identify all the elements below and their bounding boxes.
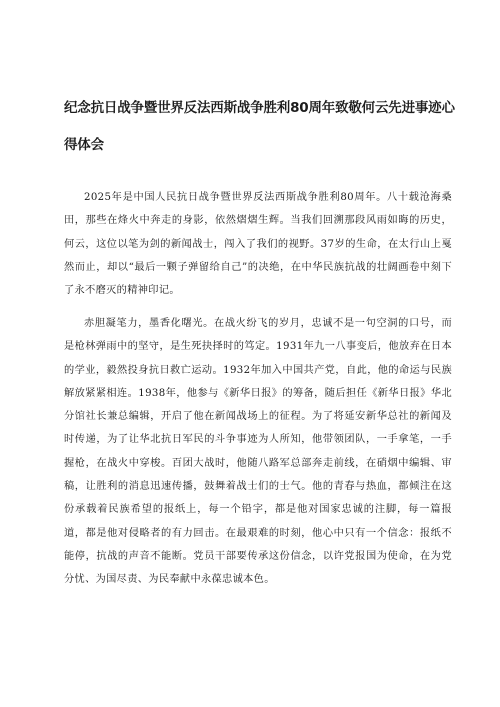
paragraph-intro: 2025年是中国人民抗日战争暨世界反法西斯战争胜利80周年。八十载沧海桑田，那些在烽火中奔走的身影，依然熠熠生辉。当我们回溯那段风雨如晦的历史，何云，这位以笔为剑的新闻战士，闯入了我们的视野。37岁的生命，在太行山上戛然而止，却以“最后一颗子弹留给自己”的决绝，在中华民族抗战的壮阔画卷中刻下了永不磨灭的精神印记。 (64, 192, 452, 297)
document-title-line-2: 得体会 (64, 137, 104, 153)
paragraph-loyalty: 赤胆凝笔力，墨香化曙光。在战火纷飞的岁月，忠诚不是一句空洞的口号，而是枪林弹雨中的坚守，是生死抉择时的笃定。1931年九一八事变后，他放弃在日本的学业，毅然投身抗日救亡运动。1932年加入中国共产党，自此，他的命运与民族解放紧紧相连。1938年，他参与《新华日报》的筹备，随后担任《新华日报》华北分馆社长兼总编辑，开启了他在新闻战场上的征程。为了将延安新华总社的新闻及时传递，为了让华北抗日军民的斗争事迹为人所知，他带领团队，一手拿笔，一手握枪，在战火中穿梭。百团大战时，他随八路军总部奔走前线，在硝烟中编辑、审稿，让胜利的消息迅速传播，鼓舞着战士们的士气。他的青春与热血，都倾注在这份承载着民族希望的报纸上，每一个铅字，都是他对国家忠诚的注脚，每一篇报道，都是他对侵略者的有力回击。在最艰难的时刻，他心中只有一个信念：报纸不能停，抗战的声音不能断。党员干部要传承这份信念，以许党报国为使命，在为党分忧、为国尽责、为民奉献中永葆忠诚本色。 (64, 317, 452, 586)
document-title-line-1: 纪念抗日战争暨世界反法西斯战争胜利80周年致敬何云先进事迹心 (64, 100, 455, 116)
document-body (64, 186, 452, 601)
